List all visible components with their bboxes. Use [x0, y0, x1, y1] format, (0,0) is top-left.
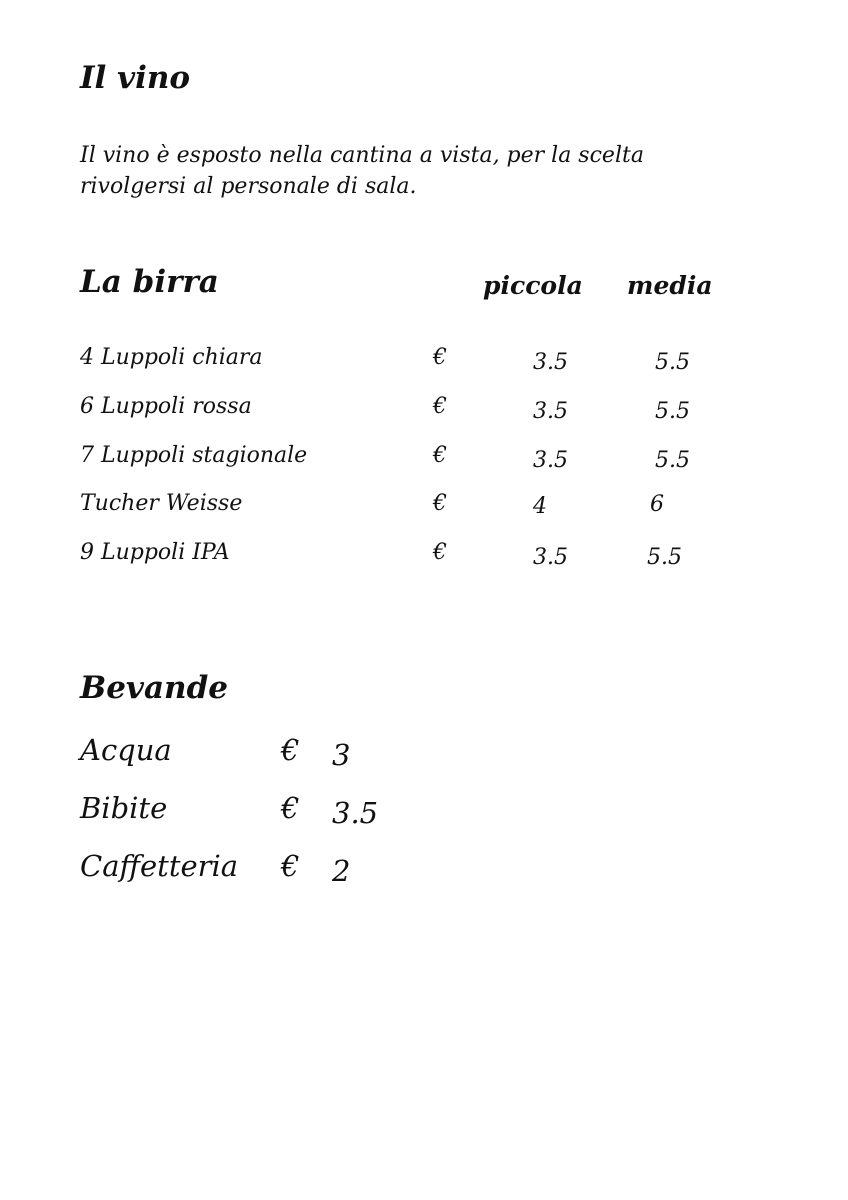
beer-price-small: 4 [533, 494, 547, 519]
beer-price-small: 3.5 [533, 350, 568, 375]
beer-price-small: 3.5 [533, 448, 568, 473]
drinks-section-title: Bevande [80, 670, 228, 706]
beer-price-medium: 5.5 [655, 448, 690, 473]
beer-price-medium: 5.5 [647, 545, 682, 570]
beer-name: 7 Luppoli stagionale [80, 443, 308, 468]
currency-symbol: € [281, 733, 300, 767]
drink-price: 2 [332, 854, 351, 888]
wine-description-line-1: Il vino è esposto nella cantina a vista, per la scelta [80, 143, 644, 168]
beer-name: 9 Luppoli IPA [80, 540, 230, 565]
drink-price: 3.5 [332, 796, 379, 830]
drink-name: Caffetteria [80, 849, 239, 883]
currency-symbol: € [433, 394, 447, 419]
beer-name: 4 Luppoli chiara [80, 345, 263, 370]
beer-column-small-header: piccola [483, 271, 583, 300]
beer-price-medium: 6 [650, 492, 664, 517]
currency-symbol: € [433, 345, 447, 370]
beer-section-title: La birra [80, 264, 219, 300]
drink-name: Acqua [80, 733, 172, 767]
beer-price-medium: 5.5 [655, 350, 690, 375]
currency-symbol: € [281, 791, 300, 825]
drink-name: Bibite [80, 791, 168, 825]
beer-price-medium: 5.5 [655, 399, 690, 424]
wine-section-title: Il vino [80, 60, 191, 96]
currency-symbol: € [433, 443, 447, 468]
beer-price-small: 3.5 [533, 545, 568, 570]
beer-name: Tucher Weisse [80, 491, 243, 516]
currency-symbol: € [281, 849, 300, 883]
currency-symbol: € [433, 540, 447, 565]
beer-price-small: 3.5 [533, 399, 568, 424]
beer-name: 6 Luppoli rossa [80, 394, 252, 419]
drink-price: 3 [332, 738, 351, 772]
currency-symbol: € [433, 491, 447, 516]
beer-column-medium-header: media [627, 271, 713, 300]
wine-description-line-2: rivolgersi al personale di sala. [80, 174, 417, 199]
